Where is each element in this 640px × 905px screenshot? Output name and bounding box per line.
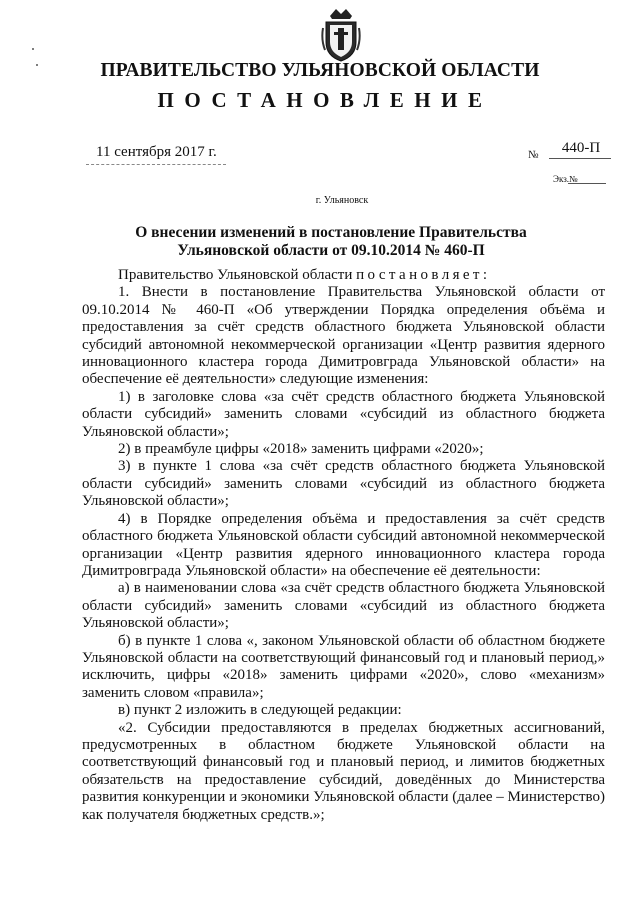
item-b: б) в пункте 1 слова «, законом Ульяновской области об областном бюджете Ульяновской области на соответствующий финансовый год и плановый период,» исключить, цифры «2018» заменить цифрами «2020», слово «механизм» заменить словом «правила»;	[82, 632, 605, 701]
date-underline	[86, 164, 226, 165]
government-name: ПРАВИТЕЛЬСТВО УЛЬЯНОВСКОЙ ОБЛАСТИ	[100, 60, 540, 81]
copy-number-label: Экз.№	[553, 174, 578, 184]
subparagraph-4: 4) в Порядке определения объёма и предоставления за счёт средств областного бюджета Ульяновской области субсидий автономной некоммерческой организации «Центр развития ядерного инновационного кластера города Димитровграда Ульяновской области» на обеспечение её деятельности:	[82, 510, 605, 579]
decree-title-line-2: Ульяновской области от 09.10.2014 № 460-П	[177, 242, 485, 259]
copy-number-underline	[568, 183, 606, 184]
coat-of-arms-icon	[321, 6, 361, 64]
intro-paragraph	[82, 267, 605, 284]
city: г. Ульяновск	[315, 195, 369, 206]
paragraph-1: 1. Внести в постановление Правительства Ульяновской области от 09.10.2014 № 460-П «Об утверждении Порядка определения объёма и предоставления за счёт средств областного бюджета Ульяновской области субсидий автономной некоммерческой организации «Центр развития ядерного инновационного кластера города Димитровграда Ульяновской области» на обеспечение её деятельности» следующие изменения:	[82, 284, 605, 388]
decree-body	[82, 267, 605, 824]
subparagraph-3: 3) в пункте 1 слова «за счёт средств областного бюджета Ульяновской области субсидий» заменить словами «субсидий из областного бюджета Ульяновской области»;	[82, 458, 605, 510]
decree-number: 440-П	[561, 140, 601, 156]
decree-title-line-1: О внесении изменений в постановление Правительства	[135, 224, 527, 241]
scan-speck	[32, 48, 34, 50]
number-underline	[549, 158, 611, 159]
item-c: в) пункт 2 изложить в следующей редакции:	[118, 702, 402, 719]
intro-prefix: Правительство Ульяновской области	[118, 267, 353, 283]
intro-verb: постановляет:	[356, 267, 491, 283]
quoted-clause-2: «2. Субсидии предоставляются в пределах бюджетных ассигнований, предусмотренных в областном бюджете Ульяновской области на соответствующий финансовый год и плановый период, и лимитов бюджетных обязательств на предоставление субсидий, доведённых до Министерства развития конкуренции и экономики Ульяновской области (далее – Министерство) как получателя бюджетных средств.»;	[82, 719, 605, 823]
item-a: а) в наименовании слова «за счёт средств областного бюджета Ульяновской области субсидий» заменить словами «субсидий из областного бюджета Ульяновской области»;	[82, 580, 605, 632]
decree-date: 11 сентября 2017 г.	[96, 144, 217, 160]
number-label: №	[528, 149, 539, 161]
subparagraph-1: 1) в заголовке слова «за счёт средств областного бюджета Ульяновской области субсидий» заменить словами «субсидий из областного бюджета Ульяновской области»;	[82, 388, 605, 440]
decree-title	[0, 224, 640, 260]
subparagraph-2: 2) в преамбуле цифры «2018» заменить цифрами «2020»;	[118, 441, 484, 458]
document-type: ПОСТАНОВЛЕНИЕ	[157, 88, 493, 112]
